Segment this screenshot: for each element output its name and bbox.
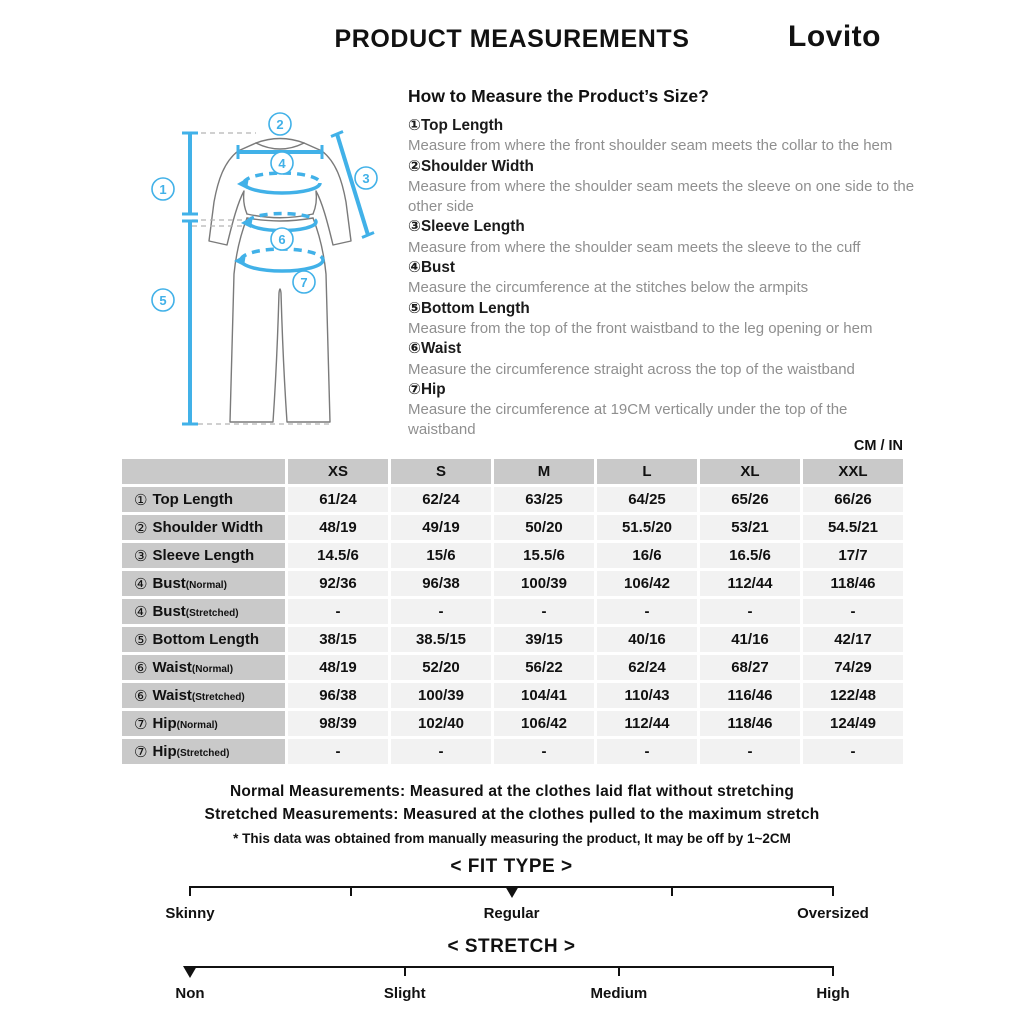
instruction-label: ③Sleeve Length — [408, 218, 525, 236]
row-title: Shoulder Width — [152, 519, 264, 536]
instruction-label: ①Top Length — [408, 117, 504, 134]
table-value-cell: 63/25 — [494, 487, 594, 512]
scale-labels — [165, 905, 869, 923]
table-value-cell: 61/24 — [288, 487, 388, 512]
table-value-cell: 48/19 — [288, 655, 388, 680]
row-label — [122, 515, 285, 540]
svg-text:1: 1 — [159, 182, 167, 197]
table-value-cell: 38.5/15 — [391, 627, 491, 652]
row-label — [122, 487, 285, 512]
scale-title: < FIT TYPE > — [450, 856, 573, 877]
scale-label: Regular — [483, 905, 540, 922]
scale-label: Non — [175, 985, 205, 1002]
table-value-cell: 100/39 — [494, 571, 594, 596]
table-value-cell: 41/16 — [700, 627, 800, 652]
callout-7 — [293, 271, 315, 293]
garment-measurement-diagram — [140, 108, 420, 440]
table-value-cell: 100/39 — [391, 683, 491, 708]
row-label — [122, 711, 285, 736]
instruction-label: ⑤Bottom Length — [408, 299, 530, 317]
scale-line — [190, 966, 833, 968]
table-value-cell: 38/15 — [288, 627, 388, 652]
row-label — [122, 627, 285, 652]
scale-track — [190, 886, 833, 898]
size-column-header: XL — [700, 459, 800, 484]
table-value-cell: 39/15 — [494, 627, 594, 652]
row-title: Top Length — [152, 491, 233, 508]
how-to-title: How to Measure the Product’s Size? — [408, 86, 709, 106]
svg-text:5: 5 — [159, 293, 167, 308]
size-column-header: S — [391, 459, 491, 484]
table-value-cell: - — [391, 599, 491, 624]
row-label — [122, 739, 285, 764]
svg-text:3: 3 — [362, 171, 370, 186]
row-sub-label: (Normal) — [191, 663, 234, 675]
table-value-cell: 96/38 — [288, 683, 388, 708]
table-value-cell: 64/25 — [597, 487, 697, 512]
row-number: ① — [134, 491, 148, 509]
notes — [0, 781, 1024, 846]
table-value-cell: - — [700, 739, 800, 764]
row-sub-label: (Normal) — [176, 719, 218, 731]
row-sub-label: (Normal) — [185, 579, 227, 591]
instruction-label: ④Bust — [408, 259, 455, 277]
table-value-cell: 124/49 — [803, 711, 903, 736]
row-number: ⑥ — [134, 659, 148, 677]
callout-6 — [271, 228, 293, 250]
table-value-cell: 106/42 — [597, 571, 697, 596]
size-column-header: XS — [288, 459, 388, 484]
table-value-cell: - — [494, 599, 594, 624]
table-value-cell: 65/26 — [700, 487, 800, 512]
hip-ellipse — [234, 249, 323, 271]
table-value-cell: 74/29 — [803, 655, 903, 680]
table-value-cell: 118/46 — [700, 711, 800, 736]
table-value-cell: 51.5/20 — [597, 515, 697, 540]
row-title: Waist — [152, 687, 192, 704]
table-value-cell: 14.5/6 — [288, 543, 388, 568]
bust-ellipse — [237, 173, 320, 193]
row-number: ③ — [134, 547, 148, 565]
scale-tick — [671, 886, 673, 896]
garment-outline — [209, 139, 351, 423]
note-disclaimer: * This data was obtained from manually measuring the product, It may be off by 1~2CM — [233, 831, 791, 846]
row-title: Bust — [152, 575, 186, 592]
scale-label: High — [816, 985, 850, 1002]
row-label — [122, 543, 285, 568]
table-value-cell: 42/17 — [803, 627, 903, 652]
note-stretched: Stretched Measurements: Measured at the clothes pulled to the maximum stretch — [204, 805, 820, 823]
scale-label: Slight — [383, 985, 426, 1002]
instruction-description: Measure from where the shoulder seam meets the sleeve on one side to the other side — [408, 177, 915, 216]
table-value-cell: 110/43 — [597, 683, 697, 708]
scale-tick — [832, 966, 834, 976]
table-corner-cell — [122, 459, 285, 484]
table-value-cell: 40/16 — [597, 627, 697, 652]
row-sub-label: (Stretched) — [191, 691, 245, 703]
instruction-description: Measure the circumference straight across the top of the waistband — [408, 360, 855, 378]
instruction-label: ⑥Waist — [408, 340, 462, 358]
stretch-scale — [175, 936, 850, 1003]
callout-1 — [152, 178, 174, 200]
table-value-cell: - — [597, 599, 697, 624]
row-number: ⑦ — [134, 743, 148, 761]
row-title: Hip — [152, 743, 177, 760]
how-to-section — [408, 86, 918, 441]
row-title: Bust — [152, 603, 186, 620]
row-label — [122, 655, 285, 680]
scale-tick — [404, 966, 406, 976]
callout-4 — [271, 152, 293, 174]
instruction-label: ⑦Hip — [408, 380, 446, 398]
table-value-cell: 56/22 — [494, 655, 594, 680]
table-value-cell: 118/46 — [803, 571, 903, 596]
callout-3 — [355, 167, 377, 189]
unit-label: CM / IN — [853, 438, 903, 454]
scale-labels — [175, 985, 850, 1003]
row-sub-label: (Stretched) — [185, 607, 239, 619]
table-value-cell: 49/19 — [391, 515, 491, 540]
top-length-line — [182, 133, 198, 214]
table-value-cell: 15.5/6 — [494, 543, 594, 568]
scale-marker-icon — [183, 966, 197, 978]
note-normal: Normal Measurements: Measured at the clothes laid flat without stretching — [229, 783, 795, 800]
table-value-cell: 15/6 — [391, 543, 491, 568]
instruction-label: ②Shoulder Width — [408, 157, 534, 175]
scale-label: Oversized — [797, 905, 869, 922]
svg-text:2: 2 — [276, 117, 284, 132]
callout-2 — [269, 113, 291, 135]
table-value-cell: 16.5/6 — [700, 543, 800, 568]
table-value-cell: 52/20 — [391, 655, 491, 680]
row-number: ⑦ — [134, 715, 148, 733]
scale-marker-icon — [505, 886, 519, 898]
brand-logo: Lovito — [788, 20, 881, 53]
table-value-cell: - — [288, 599, 388, 624]
table-value-cell: 112/44 — [597, 711, 697, 736]
row-number: ⑤ — [134, 631, 148, 649]
table-value-cell: 68/27 — [700, 655, 800, 680]
table-value-cell: - — [288, 739, 388, 764]
scale-tick — [350, 886, 352, 896]
table-value-cell: 96/38 — [391, 571, 491, 596]
table-value-cell: - — [700, 599, 800, 624]
table-value-cell: 104/41 — [494, 683, 594, 708]
scale-label: Medium — [590, 985, 648, 1002]
svg-text:7: 7 — [300, 275, 308, 290]
callout-5 — [152, 289, 174, 311]
row-title: Bottom Length — [152, 631, 260, 648]
table-value-cell: - — [803, 739, 903, 764]
table-value-cell: 102/40 — [391, 711, 491, 736]
row-label — [122, 599, 285, 624]
table-value-cell: - — [494, 739, 594, 764]
instruction-description: Measure from where the shoulder seam meets the sleeve to the cuff — [408, 238, 861, 256]
row-number: ④ — [134, 603, 148, 621]
table-value-cell: 50/20 — [494, 515, 594, 540]
measure-instructions — [408, 116, 918, 441]
table-value-cell: - — [391, 739, 491, 764]
row-sub-label: (Stretched) — [176, 747, 230, 759]
scale-tick — [618, 966, 620, 976]
svg-text:6: 6 — [278, 232, 286, 247]
size-column-header: L — [597, 459, 697, 484]
row-title: Waist — [152, 659, 192, 676]
table-value-cell: 17/7 — [803, 543, 903, 568]
scale-label: Skinny — [165, 905, 215, 922]
row-label — [122, 683, 285, 708]
table-value-cell: 122/48 — [803, 683, 903, 708]
table-value-cell: 112/44 — [700, 571, 800, 596]
size-column-header: M — [494, 459, 594, 484]
row-title: Sleeve Length — [152, 547, 255, 564]
fit-type-scale — [165, 856, 869, 923]
table-value-cell: 92/36 — [288, 571, 388, 596]
bottom-length-line — [182, 221, 198, 424]
table-value-cell: 116/46 — [700, 683, 800, 708]
table-value-cell: 62/24 — [597, 655, 697, 680]
table-value-cell: 106/42 — [494, 711, 594, 736]
row-label — [122, 571, 285, 596]
table-value-cell: - — [597, 739, 697, 764]
table-value-cell: 53/21 — [700, 515, 800, 540]
size-table — [122, 459, 903, 764]
row-title: Hip — [152, 715, 177, 732]
table-value-cell: 66/26 — [803, 487, 903, 512]
instruction-description: Measure from the top of the front waistband to the leg opening or hem — [408, 319, 873, 337]
scale-track — [190, 966, 833, 978]
table-value-cell: - — [803, 599, 903, 624]
instruction-description: Measure from where the front shoulder seam meets the collar to the hem — [408, 137, 893, 155]
row-number: ⑥ — [134, 687, 148, 705]
table-value-cell: 16/6 — [597, 543, 697, 568]
size-column-header: XXL — [803, 459, 903, 484]
scale-tick — [832, 886, 834, 896]
table-value-cell: 54.5/21 — [803, 515, 903, 540]
table-value-cell: 62/24 — [391, 487, 491, 512]
instruction-description: Measure the circumference at 19CM vertically under the top of the waistband — [408, 401, 848, 439]
instruction-description: Measure the circumference at the stitches below the armpits — [408, 279, 809, 297]
page-title: PRODUCT MEASUREMENTS — [334, 25, 690, 53]
svg-text:4: 4 — [278, 156, 286, 171]
table-value-cell: 98/39 — [288, 711, 388, 736]
scale-tick — [189, 886, 191, 896]
table-value-cell: 48/19 — [288, 515, 388, 540]
scale-title: < STRETCH > — [447, 936, 576, 957]
row-number: ② — [134, 519, 148, 537]
row-number: ④ — [134, 575, 148, 593]
